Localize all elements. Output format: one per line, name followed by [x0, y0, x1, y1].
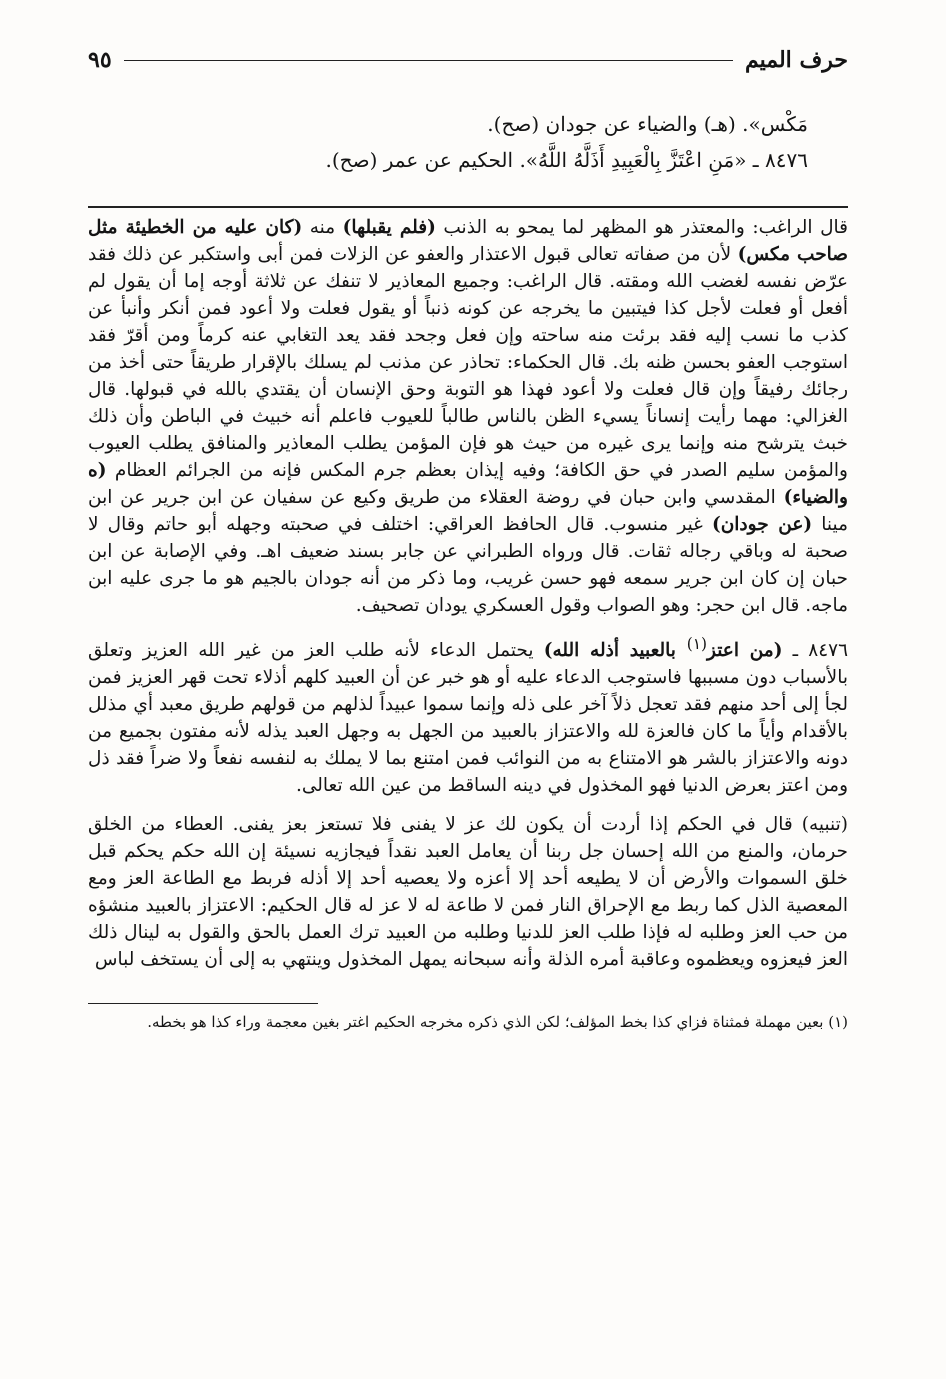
footnote: (١) بعين مهملة فمثناة فزاي كذا بخط المؤلف؛ لكن الذي ذكره مخرجه الحكيم اغتر بغين معجمة وراء كذا هو بخطه. — [147, 1013, 848, 1032]
bold-run: (ه والضياء) — [88, 460, 848, 508]
bold-run: (فلم يقبلها) — [342, 217, 436, 238]
text-run: قال الراغب: والمعتذر هو المظهر لما يمحو به الذنب — [435, 217, 849, 238]
footnote-rule — [88, 1003, 318, 1004]
text-run: ٨٤٧٦ ـ — [782, 640, 849, 662]
hadith-line-1: مَكْس». (هـ) والضياء عن جودان (صح). — [487, 112, 808, 136]
commentary-paragraph-3: (تنبيه) قال في الحكم إذا أردت أن يكون لك عز لا يفنى فلا تستعز بعز يفنى. العطاء من الخلق حرمان، والمنع من الله إحسان جل ربنا أن يعامل العبد نقداً فيجازيه نسيئة إن الله حكم يحكم قبل خلق السموات والأرض أن لا يطيعه أحد إلا أعزه ولا يعصيه أحد إلا أذله فربط مع الطاعة العز ومع المعصية الذل كما ربط مع الإحراق النار فمن لا طاعة له لا عز له قال الحكيم: الاعتزاز بالعبيد منشؤه من حب العز وطلبه له فإذا طلب العز للدنيا وطلبه من العبيد ترك العمل بالحق والقول به لينال ذلك العز فيعزوه ويعظموه وعاقبة أمره الذلة وأنه سبحانه يمهل المخذول وينتهي به إلى أن يستخف لباس — [88, 814, 848, 971]
page-header — [88, 42, 848, 78]
text-run: منه — [302, 217, 343, 238]
header-rule — [124, 60, 733, 61]
text-run: غير منسوب. قال الحافظ العراقي: اختلف في صحبته وجهله أبو حاتم وقال لا صحبة له وباقي رجاله ثقات. قال ورواه الطبراني عن جابر بسند ضعيف اهـ. وفي الإصابة عن ابن حبان إن كان ابن جرير سمعه فهو حسن غريب، وما ذكر من أنه جودان بالجيم هو ما جرى عليه ابن ماجه. قال ابن حجر: وهو الصواب وقول العسكري يودان تصحيف. — [88, 514, 848, 616]
footnote-rule-wrap — [88, 1003, 848, 1004]
bold-run: (عن جودان) — [711, 514, 813, 535]
section-divider — [88, 206, 848, 208]
text-run: لأن من صفاته تعالى قبول الاعتذار والعفو عن الزلات فمن أبى واستكبر عن ذلك فقد عرّض نفسه لغضب الله ومقته. قال الراغب: وجميع المعاذير لا تنفك عن ثلاثة أوجه إما أن يقول لم أفعل أو فعلت لأجل كذا فيتبين ما يخرجه عن كونه ذنباً أو يقول فعلت ولا أعود فمن أنكر وأنبأ عن كذب ما نسب إليه فقد برئت منه ساحته وإن فعل وجحد فقد يعد التغابي عنه كرماً ومن أقرّ فقد استوجب العفو بحسن ظنه بك. قال الحكماء: تحاذر عن مذنب لم يسلك بالإقرار طريقاً حتى أخذ من رجائك رفيقاً وإن قال فعلت ولا أعود فهذا هو التوبة وحق الإنسان أن يقتدي بالله في قبولها. قال الغزالي: مهما رأيت إنساناً يسيء الظن بالناس طالباً للعيوب فاعلم أنه خبيث في الباطن وأن ذلك خبث يترشح منه وإنما يرى غيره من حيث هو فإن المؤمن يطلب المعاذير والمنافق يطلب العيوب والمؤمن سليم الصدر في حق الكافة؛ وفيه إيذان بعظم جرم المكس فإنه من الجرائم العظام — [88, 244, 848, 481]
page-number: ٩٥ — [88, 47, 112, 73]
commentary-paragraph-2 — [88, 631, 848, 799]
text-run: المقدسي وابن حبان في روضة العقلاء من طريق وكيع عن سفيان عن ابن جرير عن ابن مينا — [88, 487, 848, 535]
commentary-paragraph-1 — [88, 214, 848, 619]
text-run: يحتمل الدعاء لأنه طلب العز من غير الله العزيز وتعلق بالأسباب دون مسببها فاستوجب الدعاء عليه أو هو خبر عن أن العبيد كلهم أذلاء تحت قهر العزيز فمن لجأ إلى أحد منهم فقد تعجل ذلاً آخر على ذله وإنما سموا عبيداً لذلهم من قولهم طريق معبد أي مذلل بالأقدام وأياً ما كان فالعزة لله والاعتزاز بالعبيد من الجهل به وجهل العبد يذله لأنه مفتون بجميع من دونه والاعتزاز بالشر هو الامتناع به من النوائب فمن امتنع بما لا يملك به لنفسه نفعاً ولا ضراً فقد ذل ومن اعتز بعرض الدنيا فهو المخذول في دينه الساقط من عين الله تعالى. — [88, 640, 848, 797]
bold-run: (كان عليه من الخطيئة مثل صاحب مكس) — [88, 217, 849, 265]
footnote-marker: (١) — [686, 635, 707, 653]
document-page — [88, 42, 848, 1034]
hadith-line-2: ٨٤٧٦ ـ «مَنِ اعْتَزَّ بِالْعَبِيدِ أَذَلَّهُ اللَّهُ». الحكيم عن عمر (صح). — [325, 148, 808, 172]
bold-run: (من اعتز — [707, 640, 783, 662]
chapter-title: حرف الميم — [744, 47, 848, 73]
bold-run: بالعبيد أذله الله) — [543, 640, 687, 662]
